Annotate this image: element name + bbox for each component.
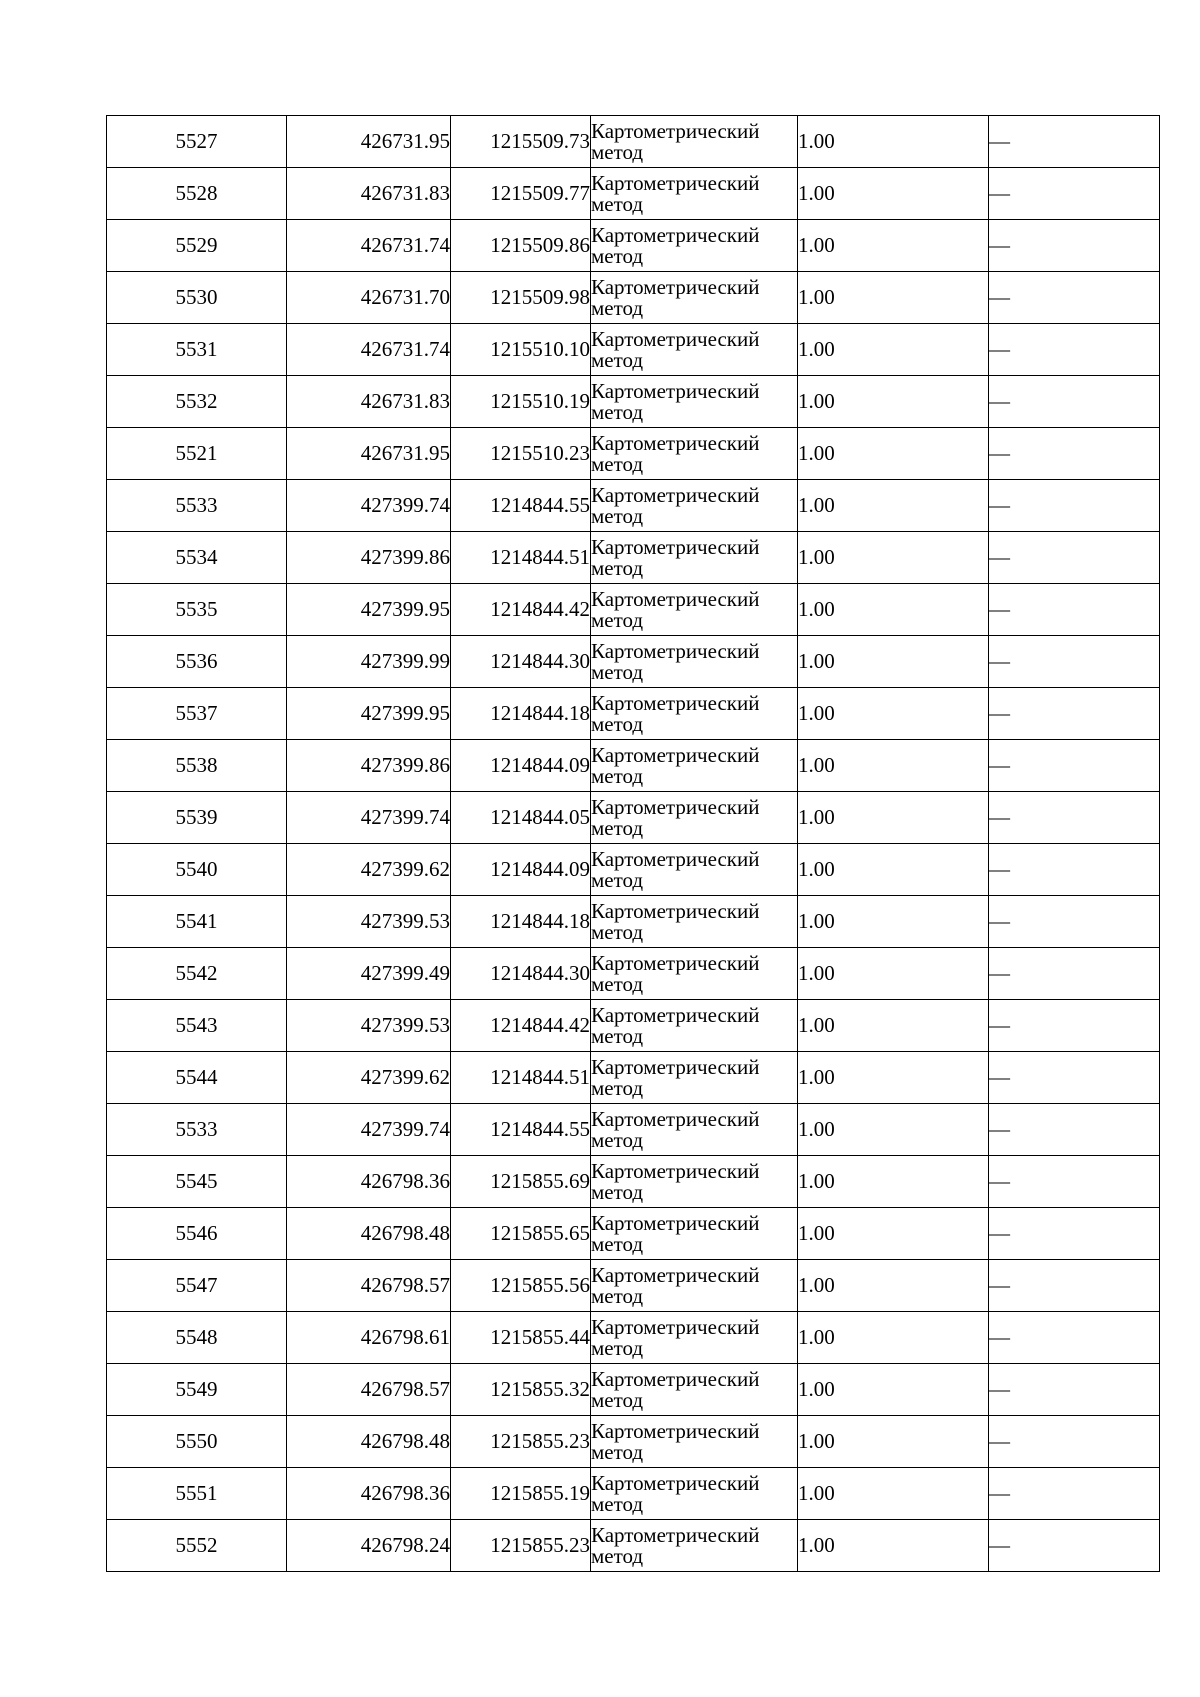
table-row [107, 376, 1160, 428]
table-row [107, 428, 1160, 480]
method-line-2: метод [591, 1075, 644, 1100]
method-line-2: метод [591, 659, 644, 684]
method-line-2: метод [591, 451, 644, 476]
coordinate-y: 1215855.32 [451, 1364, 591, 1416]
point-number: 5533 [107, 1104, 287, 1156]
method-line-1: Картометрический [591, 1262, 760, 1287]
method-line-2: метод [591, 399, 644, 424]
method-cell [591, 1052, 798, 1104]
method-line-1: Картометрический [591, 846, 760, 871]
coordinate-x: 427399.86 [287, 532, 451, 584]
method-line-1: Картометрический [591, 1470, 760, 1495]
method-line-2: метод [591, 503, 644, 528]
coordinate-y: 1215509.77 [451, 168, 591, 220]
coordinate-y: 1215855.23 [451, 1416, 591, 1468]
precision-value: 1.00 [798, 740, 989, 792]
method-cell [591, 740, 798, 792]
note-dash: — [989, 1364, 1160, 1416]
method-line-1: Картометрический [591, 586, 760, 611]
note-dash: — [989, 1104, 1160, 1156]
coordinate-x: 427399.99 [287, 636, 451, 688]
point-number: 5529 [107, 220, 287, 272]
method-line-1: Картометрический [591, 482, 760, 507]
coordinate-y: 1215855.56 [451, 1260, 591, 1312]
point-number: 5538 [107, 740, 287, 792]
coordinate-x: 427399.74 [287, 1104, 451, 1156]
method-line-2: метод [591, 347, 644, 372]
method-line-1: Картометрический [591, 950, 760, 975]
method-cell [591, 324, 798, 376]
point-number: 5534 [107, 532, 287, 584]
method-cell [591, 1520, 798, 1572]
coordinate-y: 1215509.73 [451, 116, 591, 168]
point-number: 5531 [107, 324, 287, 376]
table-row [107, 1520, 1160, 1572]
coordinate-y: 1214844.55 [451, 480, 591, 532]
method-cell [591, 1364, 798, 1416]
precision-value: 1.00 [798, 1312, 989, 1364]
precision-value: 1.00 [798, 480, 989, 532]
method-cell [591, 584, 798, 636]
note-dash: — [989, 532, 1160, 584]
method-line-2: метод [591, 1543, 644, 1568]
coordinate-y: 1214844.51 [451, 1052, 591, 1104]
table-body [107, 116, 1160, 1572]
coordinate-y: 1214844.30 [451, 636, 591, 688]
precision-value: 1.00 [798, 532, 989, 584]
coordinate-y: 1214844.55 [451, 1104, 591, 1156]
coordinate-x: 426798.57 [287, 1364, 451, 1416]
note-dash: — [989, 948, 1160, 1000]
method-cell [591, 428, 798, 480]
coordinate-x: 426731.74 [287, 220, 451, 272]
method-line-1: Картометрический [591, 794, 760, 819]
note-dash: — [989, 168, 1160, 220]
table-row [107, 792, 1160, 844]
method-line-1: Картометрический [591, 742, 760, 767]
method-line-2: метод [591, 607, 644, 632]
point-number: 5539 [107, 792, 287, 844]
coordinate-y: 1215855.19 [451, 1468, 591, 1520]
precision-value: 1.00 [798, 168, 989, 220]
point-number: 5530 [107, 272, 287, 324]
point-number: 5546 [107, 1208, 287, 1260]
method-line-1: Картометрический [591, 1210, 760, 1235]
method-line-2: метод [591, 1491, 644, 1516]
precision-value: 1.00 [798, 1416, 989, 1468]
method-line-2: метод [591, 191, 644, 216]
note-dash: — [989, 1000, 1160, 1052]
point-number: 5552 [107, 1520, 287, 1572]
coordinate-y: 1215509.86 [451, 220, 591, 272]
coordinate-y: 1214844.51 [451, 532, 591, 584]
note-dash: — [989, 636, 1160, 688]
method-line-1: Картометрический [591, 118, 760, 143]
method-cell [591, 532, 798, 584]
point-number: 5527 [107, 116, 287, 168]
method-line-1: Картометрический [591, 1366, 760, 1391]
method-line-1: Картометрический [591, 690, 760, 715]
coordinate-x: 427399.49 [287, 948, 451, 1000]
coordinate-y: 1214844.09 [451, 740, 591, 792]
coordinate-x: 426731.95 [287, 116, 451, 168]
coordinate-x: 426731.70 [287, 272, 451, 324]
table-row [107, 272, 1160, 324]
coordinate-x: 426798.61 [287, 1312, 451, 1364]
method-line-1: Картометрический [591, 222, 760, 247]
precision-value: 1.00 [798, 220, 989, 272]
point-number: 5540 [107, 844, 287, 896]
method-line-1: Картометрический [591, 1522, 760, 1547]
coordinate-x: 426798.36 [287, 1156, 451, 1208]
coordinate-y: 1215855.65 [451, 1208, 591, 1260]
method-cell [591, 168, 798, 220]
table-row [107, 1104, 1160, 1156]
point-number: 5544 [107, 1052, 287, 1104]
method-line-2: метод [591, 1023, 644, 1048]
table-row [107, 1208, 1160, 1260]
point-number: 5542 [107, 948, 287, 1000]
precision-value: 1.00 [798, 1520, 989, 1572]
note-dash: — [989, 1468, 1160, 1520]
table-row [107, 1260, 1160, 1312]
method-line-2: метод [591, 815, 644, 840]
coordinate-x: 427399.95 [287, 584, 451, 636]
table-row [107, 1000, 1160, 1052]
note-dash: — [989, 1052, 1160, 1104]
coordinate-x: 426798.36 [287, 1468, 451, 1520]
method-cell [591, 1260, 798, 1312]
coordinate-y: 1214844.09 [451, 844, 591, 896]
precision-value: 1.00 [798, 688, 989, 740]
method-line-2: метод [591, 1179, 644, 1204]
coordinate-x: 426798.48 [287, 1416, 451, 1468]
method-cell [591, 220, 798, 272]
note-dash: — [989, 1312, 1160, 1364]
table-row [107, 1156, 1160, 1208]
note-dash: — [989, 324, 1160, 376]
precision-value: 1.00 [798, 636, 989, 688]
point-number: 5548 [107, 1312, 287, 1364]
method-line-1: Картометрический [591, 1002, 760, 1027]
method-line-2: метод [591, 555, 644, 580]
note-dash: — [989, 480, 1160, 532]
method-cell [591, 376, 798, 428]
method-line-1: Картометрический [591, 1054, 760, 1079]
table-row [107, 1052, 1160, 1104]
note-dash: — [989, 220, 1160, 272]
table-row [107, 844, 1160, 896]
table-row [107, 168, 1160, 220]
method-cell [591, 480, 798, 532]
point-number: 5536 [107, 636, 287, 688]
coordinate-x: 427399.62 [287, 844, 451, 896]
precision-value: 1.00 [798, 844, 989, 896]
coordinate-x: 426731.83 [287, 168, 451, 220]
table-row [107, 324, 1160, 376]
method-line-1: Картометрический [591, 430, 760, 455]
method-cell [591, 1104, 798, 1156]
precision-value: 1.00 [798, 1260, 989, 1312]
coordinate-x: 427399.74 [287, 792, 451, 844]
method-line-2: метод [591, 867, 644, 892]
method-line-2: метод [591, 1283, 644, 1308]
coordinate-x: 426731.95 [287, 428, 451, 480]
coordinate-x: 427399.74 [287, 480, 451, 532]
note-dash: — [989, 272, 1160, 324]
method-line-2: метод [591, 763, 644, 788]
point-number: 5543 [107, 1000, 287, 1052]
method-line-1: Картометрический [591, 534, 760, 559]
point-number: 5547 [107, 1260, 287, 1312]
note-dash: — [989, 688, 1160, 740]
note-dash: — [989, 792, 1160, 844]
point-number: 5550 [107, 1416, 287, 1468]
method-cell [591, 1156, 798, 1208]
table-row [107, 636, 1160, 688]
method-line-1: Картометрический [591, 378, 760, 403]
precision-value: 1.00 [798, 1156, 989, 1208]
note-dash: — [989, 896, 1160, 948]
coordinate-x: 426798.24 [287, 1520, 451, 1572]
coordinate-x: 427399.53 [287, 1000, 451, 1052]
table-row [107, 740, 1160, 792]
table-row [107, 116, 1160, 168]
coordinate-y: 1215855.23 [451, 1520, 591, 1572]
coordinate-y: 1214844.18 [451, 688, 591, 740]
point-number: 5551 [107, 1468, 287, 1520]
table-row [107, 220, 1160, 272]
coordinate-y: 1214844.42 [451, 584, 591, 636]
table-row [107, 948, 1160, 1000]
point-number: 5533 [107, 480, 287, 532]
point-number: 5549 [107, 1364, 287, 1416]
method-line-1: Картометрический [591, 1106, 760, 1131]
point-number: 5545 [107, 1156, 287, 1208]
coordinate-y: 1215510.19 [451, 376, 591, 428]
method-line-2: метод [591, 711, 644, 736]
method-line-2: метод [591, 1127, 644, 1152]
coordinate-x: 426798.48 [287, 1208, 451, 1260]
method-cell [591, 792, 798, 844]
method-line-1: Картометрический [591, 1314, 760, 1339]
coordinate-x: 426731.83 [287, 376, 451, 428]
method-cell [591, 116, 798, 168]
coordinate-x: 427399.86 [287, 740, 451, 792]
table-row [107, 688, 1160, 740]
note-dash: — [989, 1208, 1160, 1260]
method-line-2: метод [591, 919, 644, 944]
table-row [107, 1364, 1160, 1416]
method-line-2: метод [591, 1231, 644, 1256]
precision-value: 1.00 [798, 1000, 989, 1052]
note-dash: — [989, 376, 1160, 428]
precision-value: 1.00 [798, 1104, 989, 1156]
precision-value: 1.00 [798, 1364, 989, 1416]
coordinate-y: 1215510.10 [451, 324, 591, 376]
coordinate-x: 427399.95 [287, 688, 451, 740]
point-number: 5541 [107, 896, 287, 948]
precision-value: 1.00 [798, 272, 989, 324]
precision-value: 1.00 [798, 1052, 989, 1104]
precision-value: 1.00 [798, 324, 989, 376]
coordinate-y: 1215509.98 [451, 272, 591, 324]
method-cell [591, 688, 798, 740]
method-line-1: Картометрический [591, 170, 760, 195]
coordinate-y: 1214844.30 [451, 948, 591, 1000]
table-row [107, 1468, 1160, 1520]
point-number: 5537 [107, 688, 287, 740]
method-line-2: метод [591, 1439, 644, 1464]
precision-value: 1.00 [798, 116, 989, 168]
method-line-2: метод [591, 971, 644, 996]
coordinate-x: 426731.74 [287, 324, 451, 376]
method-line-2: метод [591, 139, 644, 164]
precision-value: 1.00 [798, 948, 989, 1000]
method-cell [591, 1416, 798, 1468]
note-dash: — [989, 740, 1160, 792]
note-dash: — [989, 1260, 1160, 1312]
method-line-1: Картометрический [591, 1158, 760, 1183]
method-line-2: метод [591, 1335, 644, 1360]
table-row [107, 480, 1160, 532]
note-dash: — [989, 1156, 1160, 1208]
precision-value: 1.00 [798, 584, 989, 636]
method-cell [591, 636, 798, 688]
table-row [107, 896, 1160, 948]
note-dash: — [989, 428, 1160, 480]
method-cell [591, 948, 798, 1000]
coordinate-x: 427399.62 [287, 1052, 451, 1104]
point-number: 5532 [107, 376, 287, 428]
precision-value: 1.00 [798, 1468, 989, 1520]
precision-value: 1.00 [798, 792, 989, 844]
note-dash: — [989, 844, 1160, 896]
coordinate-y: 1214844.42 [451, 1000, 591, 1052]
coordinate-x: 426798.57 [287, 1260, 451, 1312]
coordinate-y: 1214844.05 [451, 792, 591, 844]
method-line-1: Картометрический [591, 638, 760, 663]
precision-value: 1.00 [798, 896, 989, 948]
table-row [107, 1312, 1160, 1364]
method-line-2: метод [591, 295, 644, 320]
table-row [107, 584, 1160, 636]
method-cell [591, 1468, 798, 1520]
note-dash: — [989, 1416, 1160, 1468]
table-row [107, 532, 1160, 584]
precision-value: 1.00 [798, 1208, 989, 1260]
note-dash: — [989, 1520, 1160, 1572]
method-line-2: метод [591, 243, 644, 268]
coordinate-y: 1214844.18 [451, 896, 591, 948]
precision-value: 1.00 [798, 428, 989, 480]
coordinate-x: 427399.53 [287, 896, 451, 948]
method-line-1: Картометрический [591, 274, 760, 299]
method-line-2: метод [591, 1387, 644, 1412]
method-cell [591, 1000, 798, 1052]
method-cell [591, 844, 798, 896]
method-cell [591, 1312, 798, 1364]
method-cell [591, 1208, 798, 1260]
precision-value: 1.00 [798, 376, 989, 428]
method-line-1: Картометрический [591, 1418, 760, 1443]
method-cell [591, 272, 798, 324]
note-dash: — [989, 584, 1160, 636]
method-line-1: Картометрический [591, 898, 760, 923]
note-dash: — [989, 116, 1160, 168]
method-line-1: Картометрический [591, 326, 760, 351]
point-number: 5528 [107, 168, 287, 220]
table-row [107, 1416, 1160, 1468]
point-number: 5535 [107, 584, 287, 636]
coordinate-y: 1215510.23 [451, 428, 591, 480]
coordinate-y: 1215855.44 [451, 1312, 591, 1364]
method-cell [591, 896, 798, 948]
coordinates-table [106, 115, 1160, 1572]
point-number: 5521 [107, 428, 287, 480]
coordinate-y: 1215855.69 [451, 1156, 591, 1208]
